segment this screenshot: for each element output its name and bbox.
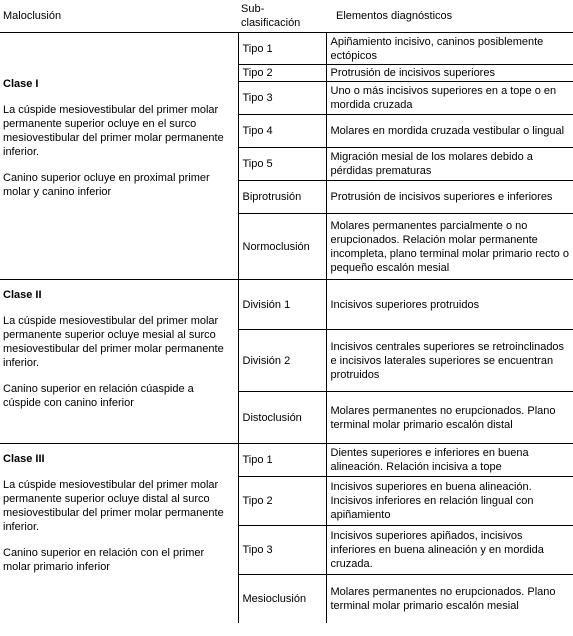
header-subclasificacion: Sub-clasificación: [238, 0, 326, 33]
class-canine: Canino superior ocluye en proximal primer molar y canino inferior: [3, 172, 210, 198]
subclass-cell: Tipo 1: [238, 33, 326, 65]
elements-cell: Migración mesial de los molares debido a pérdidas prematuras: [326, 148, 573, 181]
elements-cell: Incisivos superiores apiñados, incisivos inferiores en buena alineación y en mordida cruzada.: [326, 526, 573, 575]
subclass-cell: Biprotrusión: [238, 181, 326, 214]
elements-cell: Incisivos centrales superiores se retroinclinados e incisivos laterales superiores se encuentran protruidos: [326, 330, 573, 392]
elements-cell: Molares permanentes parcialmente o no erupcionados. Relación molar permanente incompleta, plano terminal molar primario recto o pequeño escalón mesial: [326, 214, 573, 280]
table-row: [0, 33, 573, 65]
class-title: Clase III: [3, 453, 45, 465]
table-row: [0, 280, 573, 330]
class-description: La cúspide mesiovestibular del primer molar permanente superior ocluye en el surco mesiovestibular del primer molar permanente inferior.: [3, 104, 224, 158]
elements-cell: Apiñamiento incisivo, caninos posiblemente ectópicos: [326, 33, 573, 65]
subclass-cell: Distoclusión: [238, 392, 326, 444]
elements-cell: Molares permanentes no erupcionados. Plano terminal molar primario escalón distal: [326, 392, 573, 444]
subclass-cell: División 1: [238, 280, 326, 330]
class-canine: Canino superior en relación con el primer molar primario inferior: [3, 547, 205, 573]
class-title: Clase II: [3, 289, 42, 301]
header-maloclusion: Maloclusión: [0, 0, 238, 33]
elements-cell: Protrusión de incisivos superiores e inferiores: [326, 181, 573, 214]
subclass-cell: Tipo 2: [238, 65, 326, 82]
subclass-cell: Mesioclusión: [242, 592, 307, 605]
subclass-cell: División 2: [238, 330, 326, 392]
class-description: La cúspide mesiovestibular del primer molar permanente superior ocluye distal al surco mesiovestibular del primer molar permanente inferior.: [3, 479, 224, 533]
elements-cell: Uno o más incisivos superiores en a tope o en mordida cruzada: [326, 82, 573, 115]
class-cell-2: [0, 280, 238, 444]
class-description: La cúspide mesiovestibular del primer molar permanente superior ocluye mesial al surco mesiovestibular del primer molar permanente inferior.: [3, 315, 224, 369]
elements-cell: Protrusión de incisivos superiores: [326, 65, 573, 82]
subclass-cell: Tipo 2: [238, 477, 326, 526]
class-canine: Canino superior en relación cúaspide a cúspide con canino inferior: [3, 383, 194, 409]
subclass-cell: Tipo 3: [238, 526, 326, 575]
elements-cell: Dientes superiores e inferiores en buena alineación. Relación incisiva a tope: [326, 444, 573, 477]
subclass-cell: Tipo 1: [238, 444, 326, 477]
elements-cell: Molares en mordida cruzada vestibular o lingual: [326, 115, 573, 148]
header-row: [0, 0, 573, 33]
subclass-cell: Normoclusión: [238, 214, 326, 280]
table-row: [0, 444, 573, 477]
header-elementos: Elementos diagnósticos: [326, 0, 573, 33]
class-cell-3: [0, 444, 238, 623]
subclass-cell: Tipo 4: [238, 115, 326, 148]
subclass-cell: Tipo 3: [238, 82, 326, 115]
elements-cell: Molares permanentes no erupcionados. Plano terminal molar primario escalón mesial: [326, 575, 573, 623]
elements-cell: Incisivos superiores protruidos: [326, 280, 573, 330]
class-cell-1: [0, 33, 238, 280]
subclass-cell: Tipo 5: [238, 148, 326, 181]
elements-cell: Incisivos superiores en buena alineación. Incisivos inferiores en relación lingual con apiñamiento: [326, 477, 573, 526]
class-title: Clase I: [3, 78, 39, 90]
